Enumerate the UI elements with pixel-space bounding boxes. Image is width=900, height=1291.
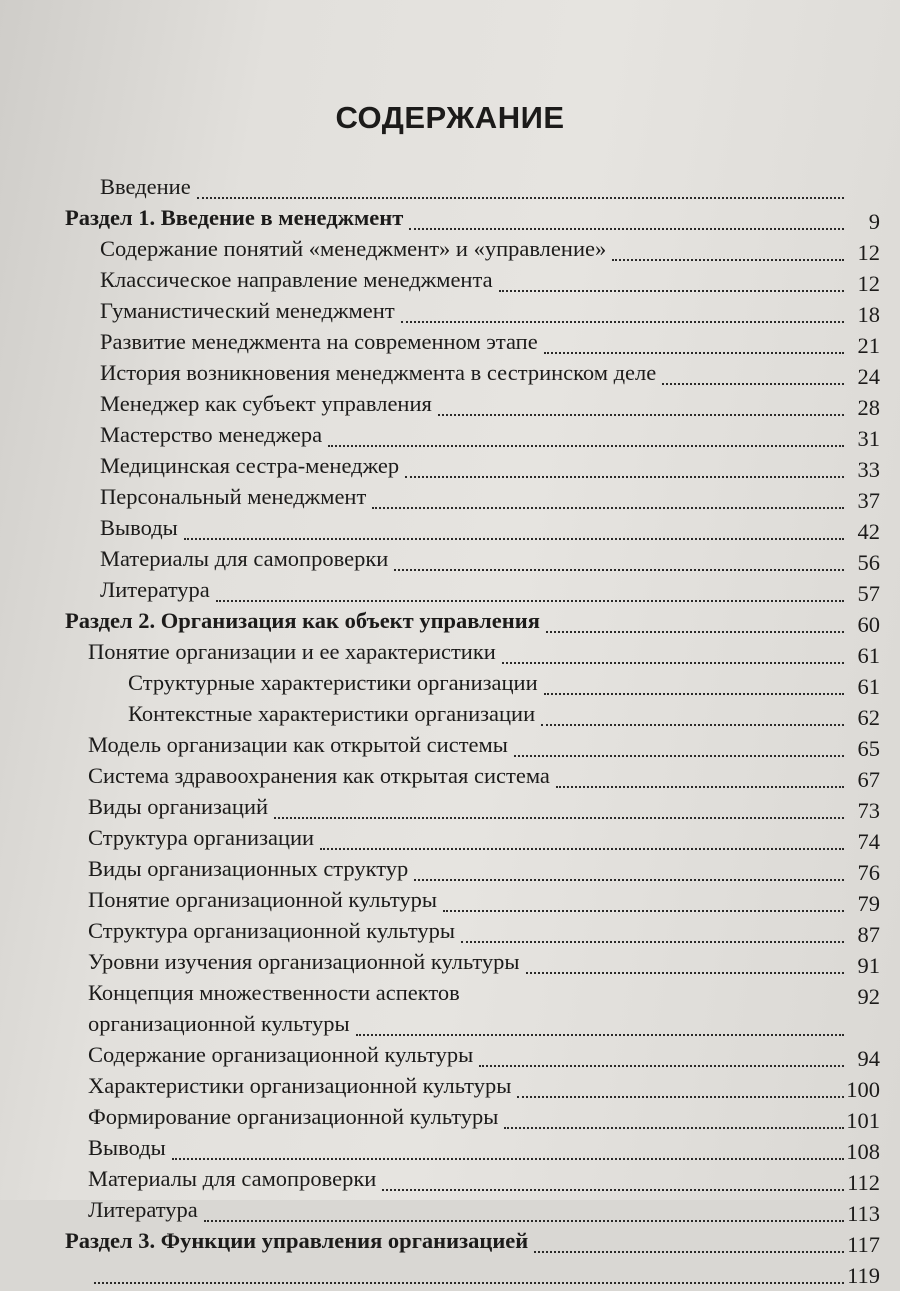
toc-page-number: 37 [857,488,880,513]
toc-leader-dots [197,195,844,199]
toc-page-number: 9 [868,209,880,234]
toc-entry-row [0,450,900,481]
toc-leader-dots [526,970,844,974]
toc-entry-row [0,636,900,667]
toc-page-number: 76 [857,860,880,885]
toc-leader-dots [534,1249,844,1253]
toc-leader-dots [394,567,844,571]
toc-leader-dots [544,691,844,695]
toc-entry-title: Персональный менеджмент [100,484,367,509]
toc-section-title: Раздел 1. Введение в менеджмент [65,205,404,230]
toc-leader-dots [544,350,844,354]
toc-entry-row [0,915,900,946]
toc-entry-row [0,543,900,574]
toc-entry-row [0,295,900,326]
toc-entry-title: Гуманистический менеджмент [100,298,395,323]
toc-page-number: 61 [857,643,880,668]
toc-page-number: 12 [857,240,880,265]
toc-page-number: 21 [857,333,880,358]
toc-entry-row [0,171,900,202]
toc-entry-title: Выводы [100,515,178,540]
toc-leader-dots [382,1187,844,1191]
toc-page-number: 117 [847,1232,880,1257]
toc-page-number: 12 [857,271,880,296]
toc-leader-dots [328,443,844,447]
toc-entry-row [0,1163,900,1194]
toc-entry-row [0,481,900,512]
toc-page-number: 113 [847,1201,880,1226]
toc-page-number: 67 [857,767,880,792]
toc-page-number: 92 [857,984,880,1009]
toc-entry-row [0,1101,900,1132]
toc-section-title: Раздел 3. Функции управления организацией [65,1228,529,1253]
toc-entry-title: Контекстные характеристики организации [128,701,536,726]
toc-leader-dots [409,226,844,230]
toc-section-row [0,1225,900,1256]
toc-entry-title: Содержание организационной культуры [88,1042,474,1067]
toc-entry-title: Содержание понятий «менеджмент» и «управление» [100,236,607,261]
toc-entry-title: Выводы [88,1135,166,1160]
toc-leader-dots [274,815,844,819]
toc-entry-title: Понятие организационной культуры [88,887,438,912]
page-title: СОДЕРЖАНИЕ [335,100,565,135]
toc-page-number: 60 [857,612,880,637]
toc-leader-dots [216,598,844,602]
toc-leader-dots [184,536,844,540]
toc-page-number: 62 [857,705,880,730]
toc-entry-title: Концепция множественности аспектов [88,980,460,1005]
toc-entry-row [0,1008,900,1039]
toc-entry-row [0,791,900,822]
toc-leader-dots [461,939,844,943]
toc-entry-row [0,388,900,419]
toc-page-number: 33 [857,457,880,482]
toc-leader-dots [414,877,844,881]
toc-leader-dots [172,1156,844,1160]
toc-section-row [0,605,900,636]
toc-entry-row [0,264,900,295]
toc-entry-title: Медицинская сестра-менеджер [100,453,400,478]
toc-page-number: 56 [857,550,880,575]
toc-page-number: 65 [857,736,880,761]
toc-leader-dots [541,722,844,726]
toc-entry-title: Понятие организации и ее характеристики [88,639,496,664]
toc-page-number: 94 [857,1046,880,1071]
toc-entry-title: Уровни изучения организационной культуры [88,949,520,974]
toc-entry-title: Виды организаций [88,794,269,819]
toc-leader-dots [556,784,844,788]
toc-entry-row [0,667,900,698]
toc-entry-row [0,512,900,543]
toc-entry-title: Формирование организационной культуры [88,1104,499,1129]
toc-leader-dots [356,1032,844,1036]
toc-leader-dots [438,412,844,416]
toc-page-number: 18 [857,302,880,327]
toc-page-number: 31 [857,426,880,451]
toc-page-number: 101 [846,1108,880,1133]
toc-section-row [0,202,900,233]
toc-page-number: 119 [847,1263,880,1288]
toc-entry-row [0,729,900,760]
toc-leader-dots [401,319,844,323]
toc-entry-title: Развитие менеджмента на современном этапе [100,329,538,354]
toc-page-number: 61 [857,674,880,699]
toc-entry-row [0,884,900,915]
toc-page-number: 100 [846,1077,880,1102]
toc-entry-row [0,1070,900,1101]
toc-entry-title: Мастерство менеджера [100,422,323,447]
toc-entry-row [0,977,900,1008]
toc-entry-row [0,822,900,853]
toc-entry-title: Введение [100,174,191,199]
toc-leader-dots [546,629,844,633]
toc-leader-dots [499,288,844,292]
toc-entry-title: Литература [100,577,210,602]
toc-entry-row [0,1039,900,1070]
toc-section-title: Раздел 2. Организация как объект управления [65,608,540,633]
toc-page-number: 87 [857,922,880,947]
toc-entry-title: Структура организационной культуры [88,918,455,943]
toc-page-number: 74 [857,829,880,854]
toc-entry-title: Литература [88,1197,198,1222]
toc-entry-row [0,853,900,884]
toc-entry-title: Модель организации как открытой системы [88,732,508,757]
toc-leader-dots [405,474,844,478]
toc-leader-dots [372,505,844,509]
toc-page-number: 79 [857,891,880,916]
toc-entry-title: Структурные характеристики организации [128,670,538,695]
toc-entry-row [0,574,900,605]
toc-entry-row [0,946,900,977]
toc-entry-row [0,357,900,388]
toc-leader-dots [612,257,844,261]
toc-page-number: 73 [857,798,880,823]
toc-entry-title: Структура организации [88,825,315,850]
toc-entry-row [0,760,900,791]
toc-entry-row [0,1132,900,1163]
toc-page-number: 42 [857,519,880,544]
toc-entry-row [0,1194,900,1225]
toc-leader-dots [94,1280,844,1284]
toc-leader-dots [504,1125,844,1129]
toc-entry-title: Материалы для самопроверки [88,1166,377,1191]
toc-entry-row [0,698,900,729]
toc-page-number: 28 [857,395,880,420]
toc-leader-dots [443,908,844,912]
toc-leader-dots [662,381,844,385]
toc-entry-title: Классическое направление менеджмента [100,267,493,292]
toc-leader-dots [517,1094,844,1098]
toc-entry-row [0,233,900,264]
toc-page-number: 24 [857,364,880,389]
toc-page-number: 57 [857,581,880,606]
toc-entry-row [0,1256,900,1287]
toc-entry-title: Система здравоохранения как открытая система [88,763,550,788]
toc-entry-title: Характеристики организационной культуры [88,1073,512,1098]
toc-entry-title: организационной культуры [88,1011,350,1036]
toc-leader-dots [204,1218,844,1222]
toc-entry-row [0,326,900,357]
toc-leader-dots [502,660,844,664]
toc-leader-dots [514,753,844,757]
toc-leader-dots [320,846,844,850]
toc-page-number: 108 [846,1139,880,1164]
toc-entry-title: Менеджер как субъект управления [100,391,432,416]
toc-entry-row [0,419,900,450]
toc-leader-dots [479,1063,844,1067]
toc-page-number: 91 [857,953,880,978]
toc-page-number: 112 [847,1170,880,1195]
toc-entry-title: История возникновения менеджмента в сестринском деле [100,360,657,385]
toc-entry-title: Виды организационных структур [88,856,409,881]
toc-entry-title: Материалы для самопроверки [100,546,389,571]
